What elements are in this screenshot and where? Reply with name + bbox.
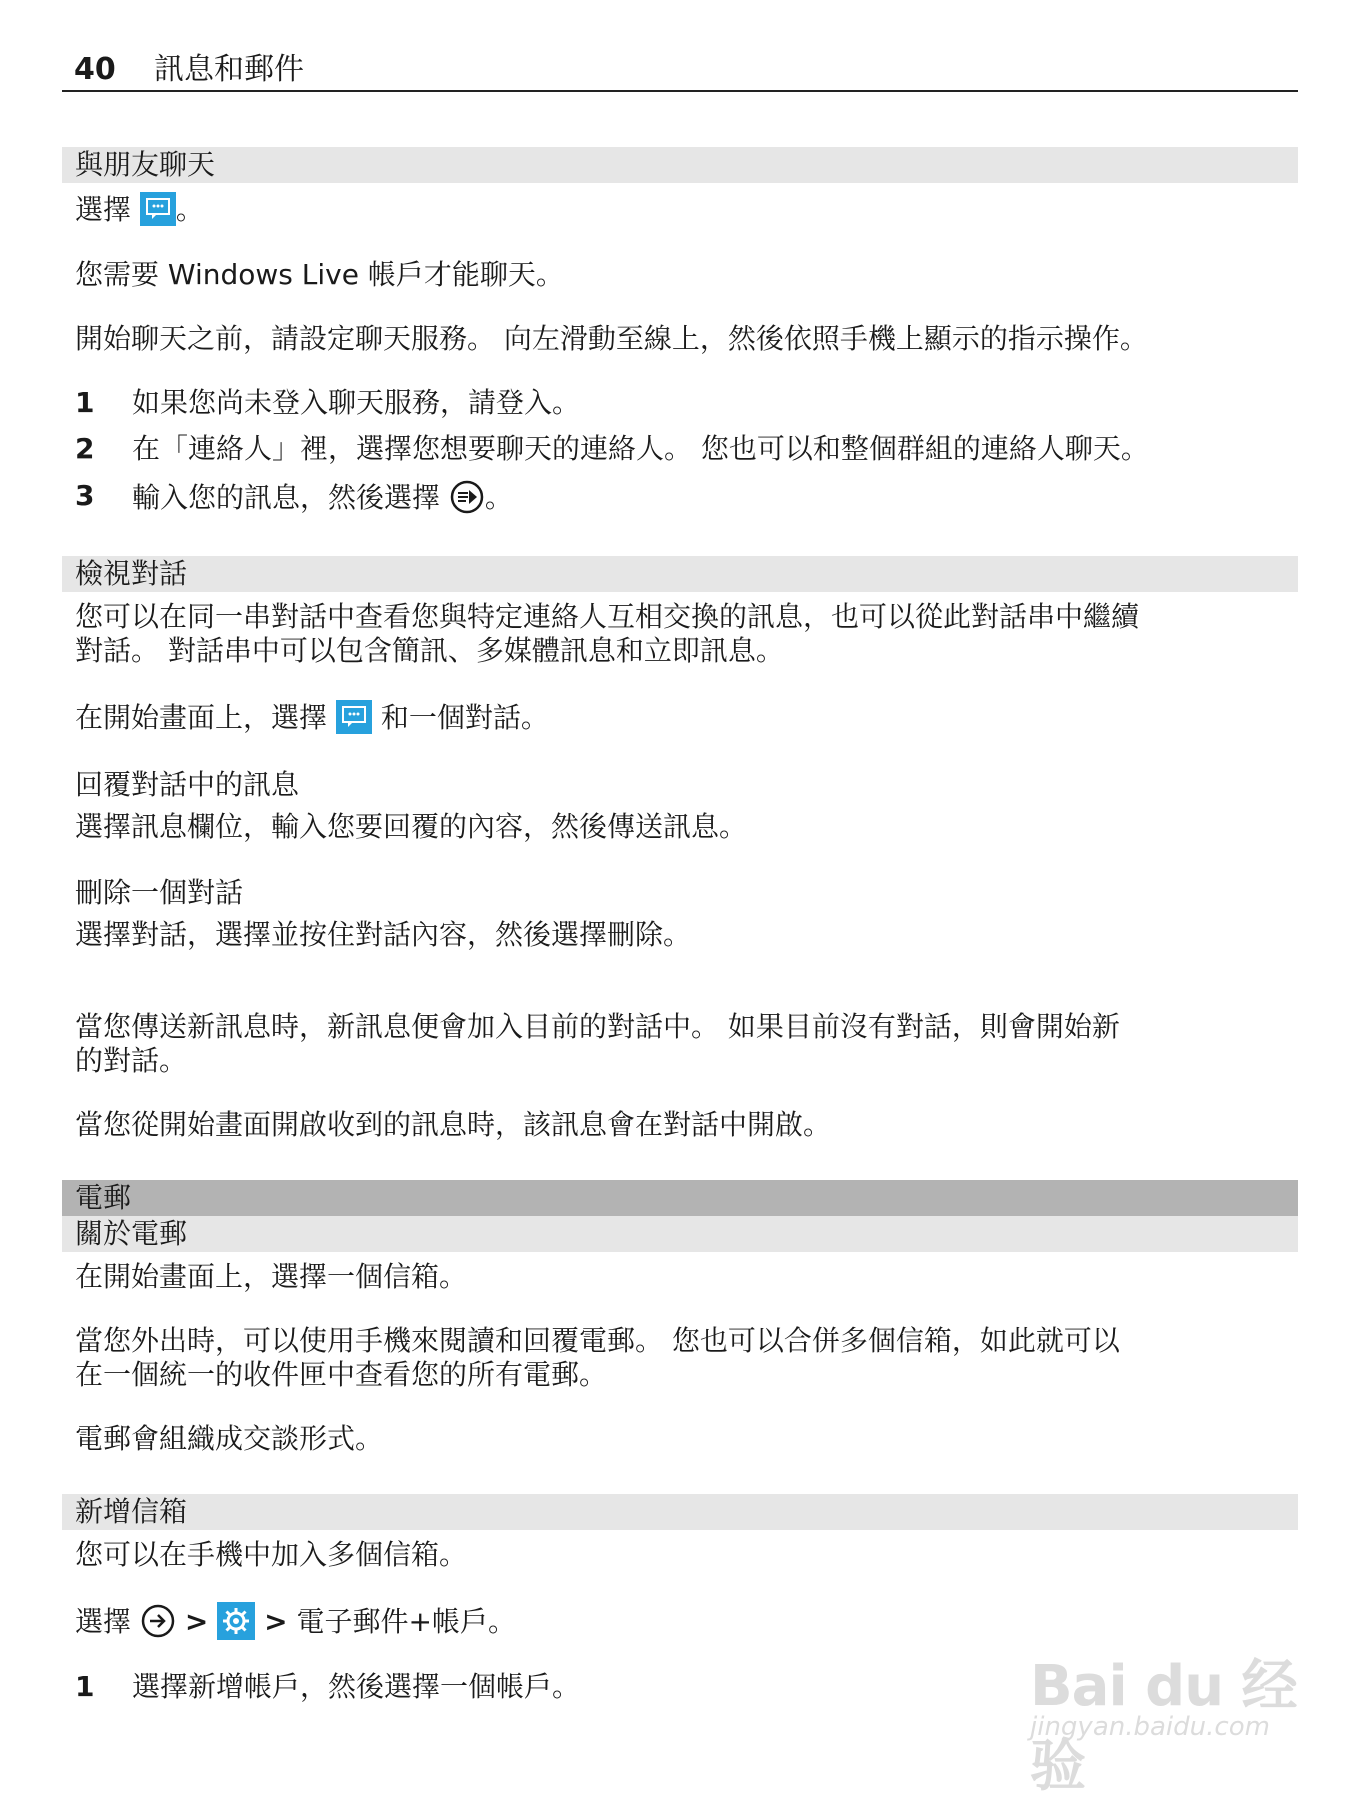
messaging-icon (336, 700, 372, 734)
settings-gear-icon (217, 1602, 255, 1640)
send-icon (449, 479, 485, 523)
baidu-watermark (1020, 1612, 1320, 1799)
watermark-url: jingyan.baidu.com (1030, 1712, 1270, 1742)
view-paragraph-1b: 對話。 對話串中可以包含簡訊、多媒體訊息和立即訊息。 (75, 634, 784, 667)
email-paragraph-3: 電郵會組織成交談形式。 (75, 1422, 384, 1455)
delete-subheading: 刪除一個對話 (75, 876, 244, 909)
chat-step-2-number: 2 (75, 432, 95, 465)
add-mailbox-paragraph-1: 您可以在手機中加入多個信箱。 (75, 1538, 468, 1571)
add-mailbox-select-label: 選擇 (75, 1605, 132, 1638)
chat-step-3-period: 。 (484, 481, 513, 514)
view-paragraph-2 (75, 700, 549, 735)
section-heading-email: 電郵 (62, 1180, 1298, 1216)
section-heading-view: 檢視對話 (62, 556, 1298, 592)
chat-step-3-line (132, 479, 513, 523)
chat-step-3-number: 3 (75, 479, 95, 512)
page-header (62, 50, 1298, 92)
section-heading-add-mailbox: 新增信箱 (62, 1494, 1298, 1530)
view-paragraph-4: 當您從開始畫面開啟收到的訊息時，該訊息會在對話中開啟。 (75, 1108, 832, 1141)
section-heading-chat: 與朋友聊天 (62, 147, 1298, 183)
reply-subheading: 回覆對話中的訊息 (75, 768, 300, 801)
arrow-right-circle-icon (140, 1603, 176, 1647)
delete-text: 選擇對話，選擇並按住對話內容，然後選擇刪除。 (75, 918, 692, 951)
chat-paragraph-1: 您需要 Windows Live 帳戶才能聊天。 (75, 258, 564, 291)
add-mailbox-step-1-text: 選擇新增帳戶，然後選擇一個帳戶。 (132, 1670, 581, 1703)
chat-step-2-text: 在「連絡人」裡，選擇您想要聊天的連絡人。 您也可以和整個群組的連絡人聊天。 (132, 432, 1149, 465)
chat-step-1-text: 如果您尚未登入聊天服務，請登入。 (132, 386, 581, 419)
watermark-main: Bai du 经验 (1030, 1654, 1297, 1799)
page-title: 訊息和郵件 (154, 52, 304, 87)
view-p2-text: 在開始畫面上，選擇 (75, 701, 328, 734)
add-mailbox-step-1-number: 1 (75, 1670, 95, 1703)
path-separator-1: > (184, 1605, 209, 1638)
email-paragraph-1: 在開始畫面上，選擇一個信箱。 (75, 1260, 468, 1293)
add-mailbox-path (75, 1602, 516, 1647)
email-paragraph-2a: 當您外出時，可以使用手機來閱讀和回覆電郵。 您也可以合併多個信箱，如此就可以 (75, 1324, 1120, 1357)
chat-step-1-number: 1 (75, 386, 95, 419)
subsection-heading-about-email: 關於電郵 (62, 1216, 1298, 1252)
page-number: 40 (74, 52, 116, 87)
chat-select-line (75, 192, 204, 227)
chat-select-label: 選擇 (75, 193, 132, 226)
chat-step-3-text: 輸入您的訊息，然後選擇 (132, 481, 441, 514)
view-paragraph-3b: 的對話。 (75, 1044, 188, 1077)
view-paragraph-3a: 當您傳送新訊息時，新訊息便會加入目前的對話中。 如果目前沒有對話，則會開始新 (75, 1010, 1120, 1043)
view-p2-text-end: 和一個對話。 (380, 701, 549, 734)
chat-select-period: 。 (175, 193, 204, 226)
reply-text: 選擇訊息欄位，輸入您要回覆的內容，然後傳送訊息。 (75, 810, 748, 843)
email-paragraph-2b: 在一個統一的收件匣中查看您的所有電郵。 (75, 1358, 608, 1391)
messaging-icon (140, 192, 176, 226)
view-paragraph-1a: 您可以在同一串對話中查看您與特定連絡人互相交換的訊息，也可以從此對話串中繼續 (75, 600, 1140, 633)
path-email-accounts: 電子郵件+帳戶。 (296, 1605, 516, 1638)
path-separator-2: > (264, 1605, 288, 1638)
chat-paragraph-2: 開始聊天之前，請設定聊天服務。 向左滑動至線上，然後依照手機上顯示的指示操作。 (75, 322, 1148, 355)
